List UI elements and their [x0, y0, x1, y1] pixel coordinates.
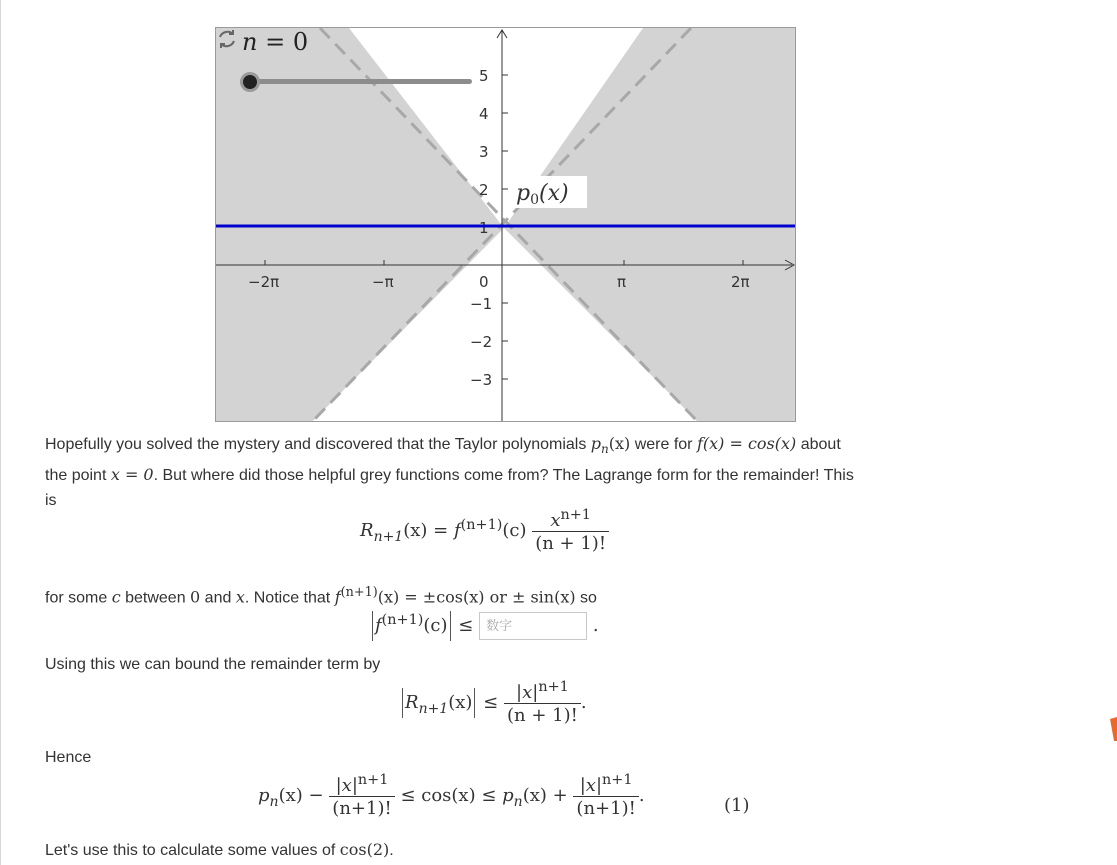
derivative-bound-equation: $f^{(n+1)}(c)$ ≤ 数字 .: [370, 611, 599, 641]
y-tick-neg2: −2: [470, 333, 493, 351]
lets-use-text: Let's use this to calculate some values of cos(2).: [45, 840, 394, 859]
svg-text:p0(x): [516, 181, 569, 208]
answer-input[interactable]: [479, 612, 587, 640]
y-tick-1: 1: [479, 219, 489, 237]
x-tick-pi: π: [617, 273, 627, 291]
y-tick-5: 5: [479, 67, 489, 85]
intro-paragraph: Hopefully you solved the mystery and discovered that the Taylor polynomials $p_n(x)$ were for f(x) = cos(x) about the point x = 0. But where did those helpful grey functions come from? The Lagrange form for the remainder! This is: [45, 434, 854, 510]
y-tick-3: 3: [479, 143, 489, 161]
side-widget-tab-icon[interactable]: [1110, 717, 1117, 741]
lower-fraction: $\frac{|x|^{n+1}}{(n+1)!}$: [329, 773, 394, 819]
taylor-graph[interactable]: [215, 27, 796, 422]
y-tick-2: 2: [479, 181, 489, 199]
graph-canvas[interactable]: [216, 28, 796, 422]
curve-label: [513, 176, 587, 208]
curve-label-arg: (x): [539, 181, 569, 206]
remainder-fraction: $\frac{x^{n+1}}{(n + 1)!}$: [532, 508, 609, 554]
slider-track[interactable]: [250, 79, 472, 84]
y-tick-neg1: −1: [470, 295, 493, 313]
bound-fraction: $\frac{|x|^{n+1}}{(n + 1)!}$: [504, 680, 581, 726]
x-tick-neg2pi: −2π: [248, 273, 280, 291]
hence-text: Hence: [45, 749, 92, 766]
curve-label-p: p: [516, 181, 531, 206]
x-tick-2pi: 2π: [731, 273, 750, 291]
using-this-text: Using this we can bound the remainder term by: [45, 656, 381, 673]
slider-label: [242, 28, 308, 56]
derivative-note: for some c between 0 and x. Notice that $f^{(n+1)}(x) = \pm\cos(x)$ or ± sin(x) so: [45, 585, 597, 607]
y-tick-4: 4: [479, 105, 489, 123]
slider-var: n: [242, 28, 258, 56]
page-left-border: [0, 0, 1, 865]
y-tick-0: 0: [479, 273, 489, 291]
cos-bound-inequality: $p_n(x)$ − $\frac{|x|^{n+1}}{(n+1)!}$ ≤ $\cos(x) \le p_n(x)$ + $\frac{|x|^{n+1}}{(n+1)!}$ .: [258, 772, 645, 819]
equation-number: (1): [724, 795, 750, 816]
slider-eq: = 0: [265, 28, 309, 56]
lagrange-remainder-equation: $R_{n+1}(x) = f^{(n+1)}(c)$ $\frac{x^{n+1}}{(n + 1)!}$: [360, 508, 609, 554]
x-tick-negpi: −π: [372, 273, 394, 291]
slider-knob[interactable]: [240, 72, 260, 92]
upper-fraction: $\frac{|x|^{n+1}}{(n+1)!}$: [573, 773, 638, 819]
y-tick-neg3: −3: [470, 371, 493, 389]
remainder-bound-equation: $R_{n+1}(x)$ ≤ $\frac{|x|^{n+1}}{(n + 1)!}$ .: [400, 680, 587, 726]
refresh-icon[interactable]: [216, 28, 238, 50]
curve-label-sub: 0: [530, 192, 540, 208]
